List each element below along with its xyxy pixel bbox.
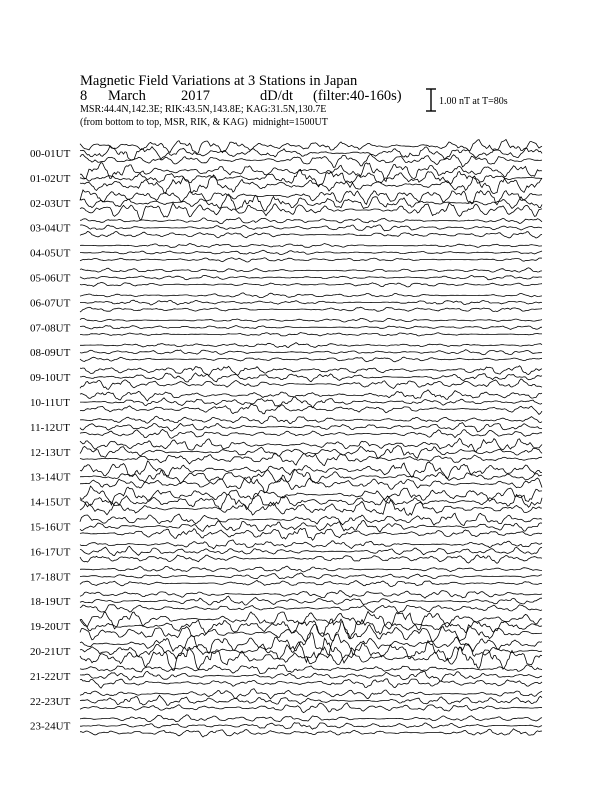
hour-label: 15-16UT — [30, 521, 71, 534]
hour-label: 13-14UT — [30, 471, 71, 484]
quantity-label: dD/dt — [260, 88, 294, 104]
trace-msr — [80, 679, 542, 688]
trace-rik — [80, 573, 542, 579]
trace-msr — [80, 154, 542, 167]
trace-kag — [80, 268, 542, 272]
trace-rik — [80, 373, 542, 382]
trace-rik — [80, 520, 542, 532]
hour-label: 22-23UT — [30, 695, 71, 708]
trace-kag — [80, 218, 542, 224]
trace-rik — [80, 723, 542, 730]
date-year: 2017 — [181, 88, 210, 104]
scale-label: 1.00 nT at T=80s — [439, 96, 508, 107]
hour-label: 00-01UT — [30, 148, 71, 160]
trace-kag — [80, 416, 542, 424]
trace-msr — [80, 307, 542, 312]
order-note: (from bottom to top, MSR, RIK, & KAG) — [80, 117, 248, 128]
trace-msr — [80, 580, 542, 586]
trace-kag — [80, 665, 542, 674]
trace-msr — [80, 379, 542, 389]
trace-msr — [80, 454, 542, 466]
trace-msr — [80, 500, 542, 515]
trace-rik — [80, 250, 542, 254]
hour-label: 04-05UT — [30, 247, 71, 260]
trace-msr — [80, 231, 542, 238]
hour-label: 05-06UT — [30, 272, 71, 285]
trace-kag — [80, 318, 542, 322]
hour-label: 21-22UT — [30, 670, 71, 683]
trace-msr — [80, 528, 542, 540]
filter-label: (filter:40-160s) — [313, 88, 402, 104]
trace-kag — [80, 591, 542, 599]
hour-label: 23-24UT — [30, 720, 71, 733]
trace-msr — [80, 258, 542, 262]
hour-label: 08-09UT — [30, 347, 71, 360]
trace-msr — [80, 622, 542, 642]
trace-kag — [80, 513, 542, 525]
trace-kag — [80, 366, 542, 376]
trace-rik — [80, 671, 542, 681]
trace-kag — [80, 293, 542, 298]
hour-label: 09-10UT — [30, 372, 71, 385]
trace-rik — [80, 546, 542, 555]
trace-rik — [80, 326, 542, 330]
trace-rik — [80, 596, 542, 605]
hour-label: 12-13UT — [30, 446, 71, 459]
trace-msr — [80, 605, 542, 613]
hour-label: 10-11UT — [30, 397, 70, 409]
trace-msr — [80, 729, 542, 737]
hour-label: 19-20UT — [30, 621, 71, 634]
hour-label: 02-03UT — [30, 197, 71, 210]
trace-msr — [80, 203, 542, 219]
trace-rik — [80, 300, 542, 305]
hour-label: 16-17UT — [30, 546, 71, 559]
hour-label: 07-08UT — [30, 322, 71, 335]
hour-label: 01-02UT — [30, 172, 71, 185]
trace-kag — [80, 540, 542, 549]
trace-msr — [80, 283, 542, 287]
hour-label: 20-21UT — [30, 646, 71, 658]
date-month: March — [108, 88, 146, 104]
trace-msr — [80, 333, 542, 337]
trace-msr — [80, 429, 542, 438]
trace-msr — [80, 555, 542, 564]
trace-rik — [80, 470, 542, 484]
trace-kag — [80, 461, 542, 479]
hour-label: 11-12UT — [30, 421, 70, 434]
hour-label: 14-15UT — [30, 496, 71, 509]
trace-kag — [80, 689, 542, 699]
hour-label: 17-18UT — [30, 571, 71, 584]
trace-rik — [80, 146, 542, 160]
chart-title: Magnetic Field Variations at 3 Stations in Japan — [80, 73, 358, 89]
trace-msr — [80, 703, 542, 713]
trace-kag — [80, 390, 542, 401]
trace-kag — [80, 486, 542, 505]
hour-label: 06-07UT — [30, 297, 71, 310]
midnight-note: midnight=1500UT — [252, 117, 328, 128]
station-coordinates: MSR:44.4N,142.3E; RIK:43.5N,143.8E; KAG:31.5N,130.7E — [80, 104, 327, 115]
trace-rik — [80, 423, 542, 432]
trace-kag — [80, 715, 542, 722]
trace-rik — [80, 275, 542, 279]
trace-msr — [80, 357, 542, 362]
trace-kag — [80, 343, 542, 348]
trace-kag — [80, 140, 542, 154]
trace-kag — [80, 438, 542, 452]
hour-label: 18-19UT — [30, 596, 71, 609]
trace-kag — [80, 244, 542, 248]
hour-label: 03-04UT — [30, 222, 71, 235]
trace-rik — [80, 350, 542, 355]
trace-kag — [80, 566, 542, 572]
date-day: 8 — [80, 88, 88, 104]
trace-rik — [80, 695, 542, 705]
trace-rik — [80, 225, 542, 231]
